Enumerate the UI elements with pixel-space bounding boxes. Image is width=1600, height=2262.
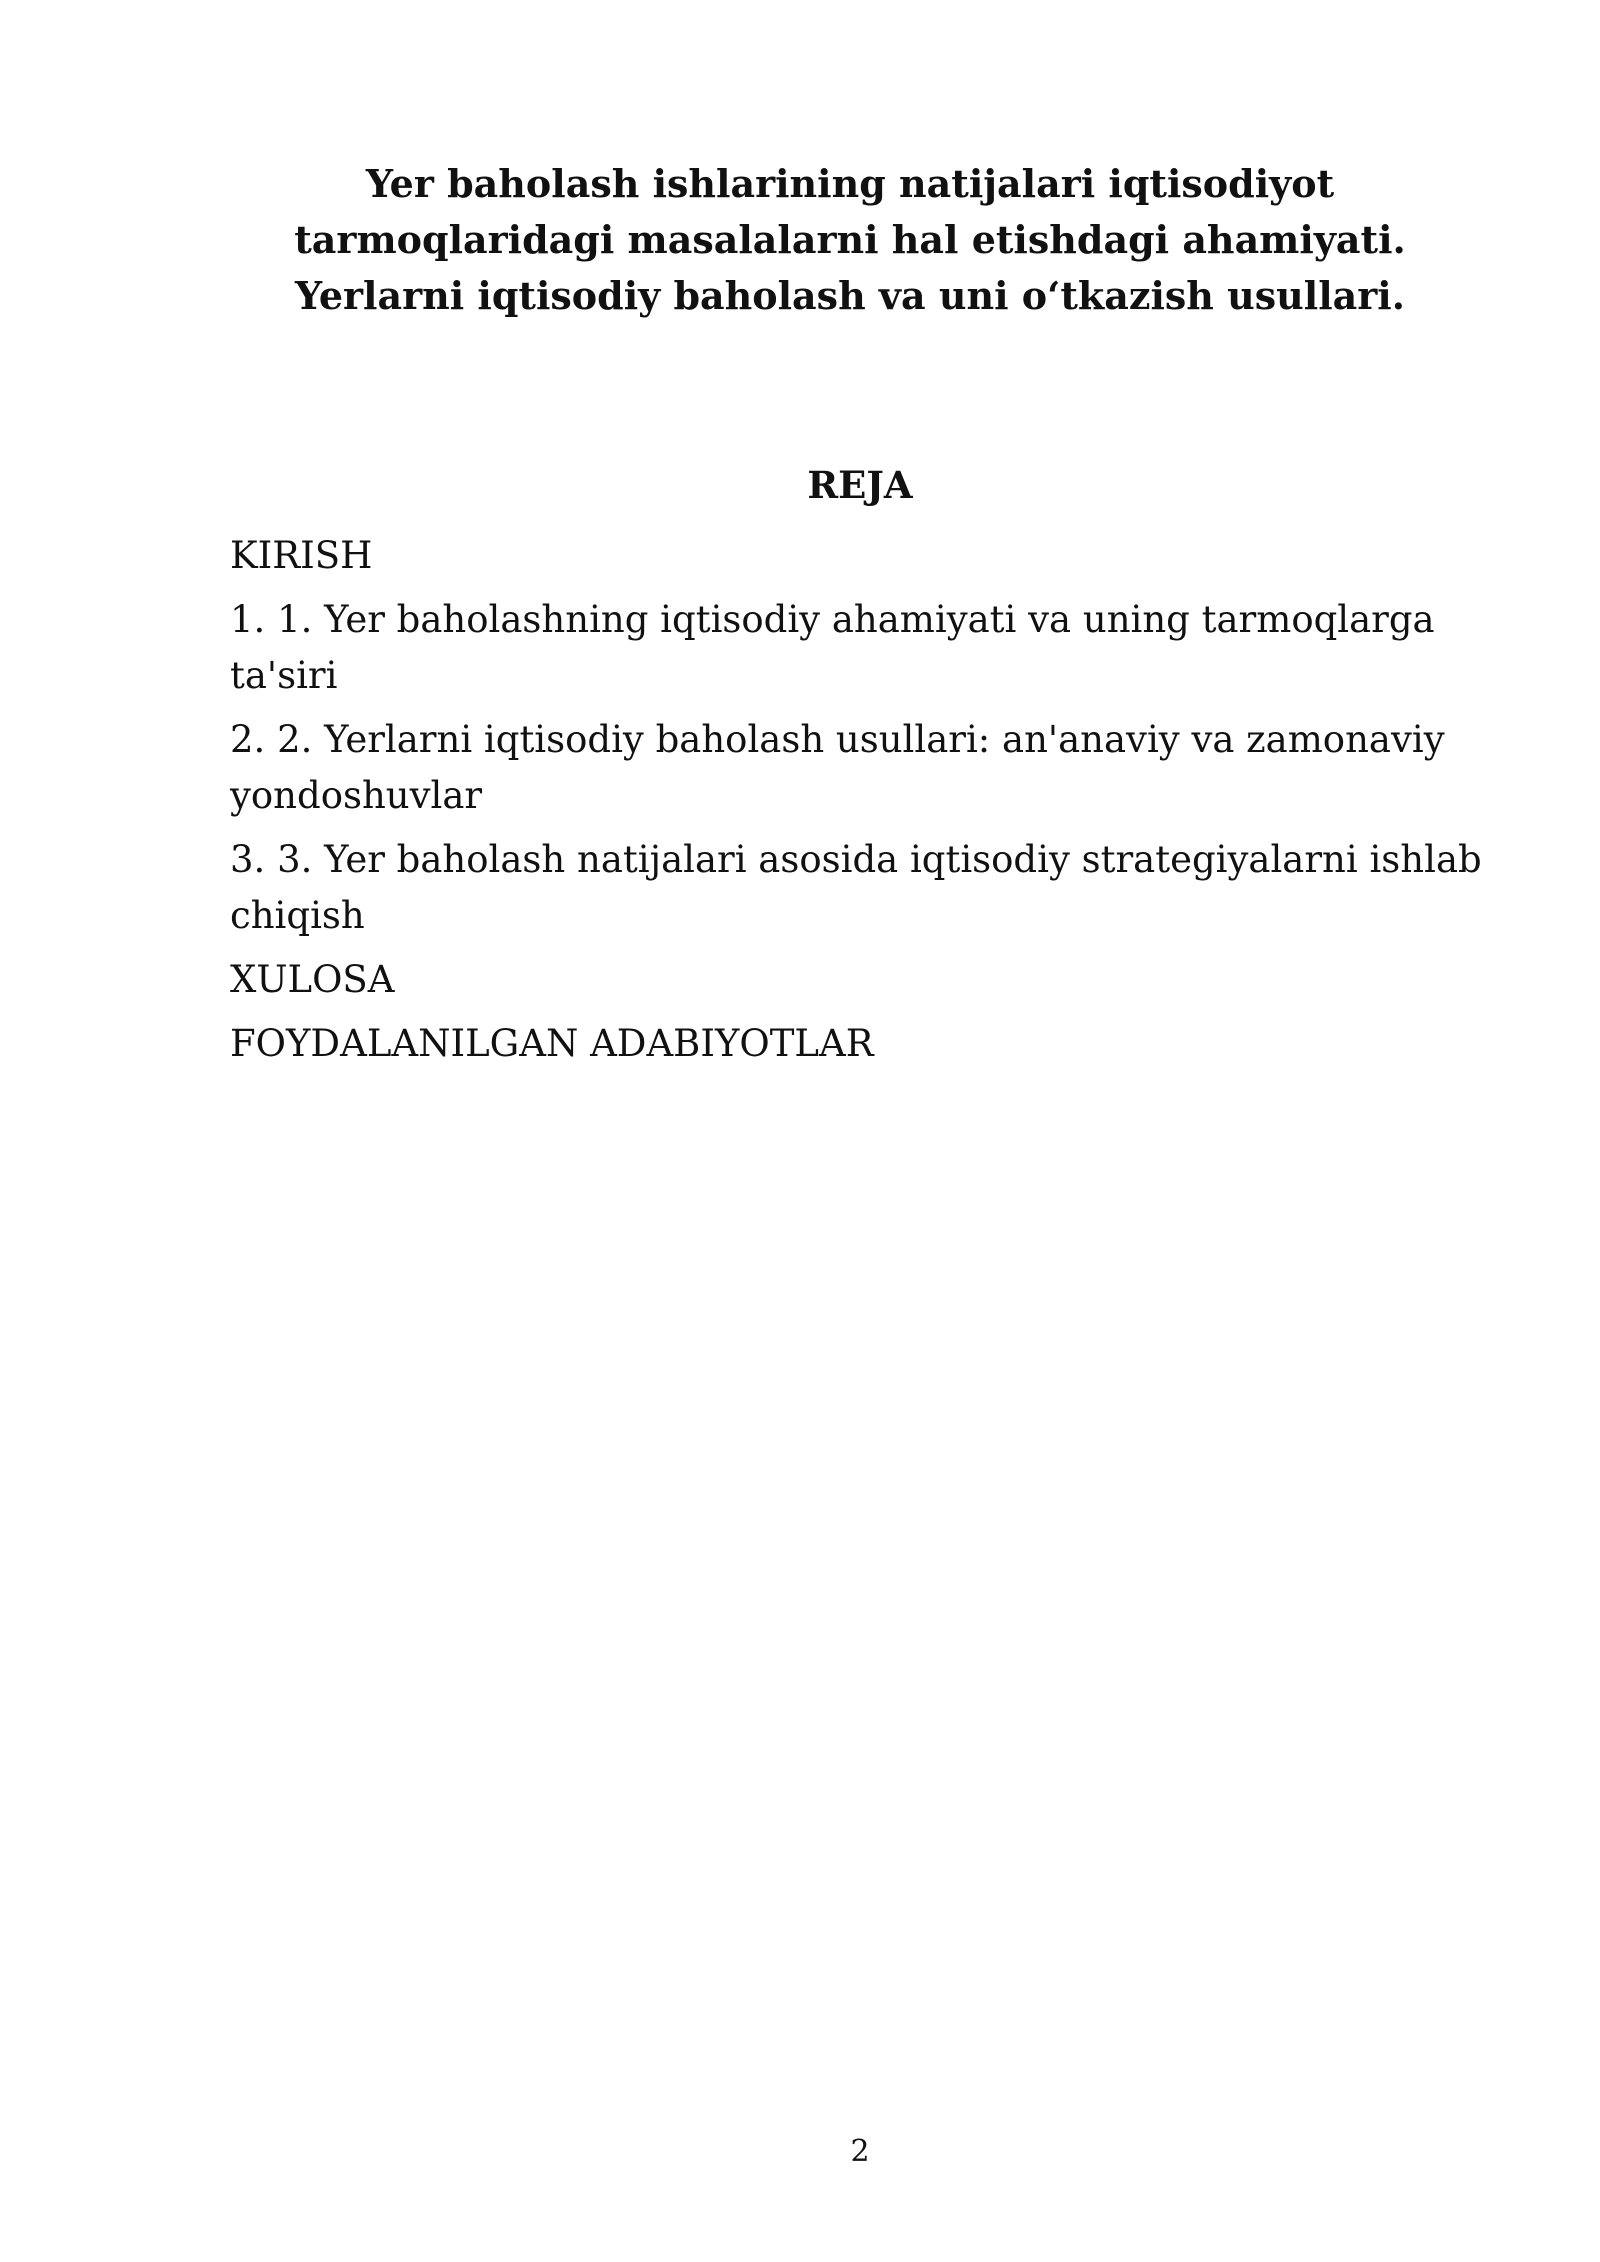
title-line-2: tarmoqlaridagi masalalarni hal etishdagi ahamiyati.	[294, 217, 1406, 262]
plan-item-2: 2. 2. Yerlarni iqtisodiy baholash usullari: an'anaviy va zamonaviy yondoshuvlar	[230, 718, 1445, 817]
page-number: 2	[850, 2134, 870, 2169]
plan-list	[230, 528, 1490, 1080]
plan-item-introduction: KIRISH	[230, 534, 373, 577]
plan-item-references: FOYDALANILGAN ADABIYOTLAR	[230, 1022, 874, 1065]
plan-item-1: 1. 1. Yer baholashning iqtisodiy ahamiyati va uning tarmoqlarga ta'siri	[230, 598, 1435, 697]
plan-heading: REJA	[807, 463, 913, 507]
title-line-3: Yerlarni iqtisodiy baholash va uni o‘tkazish usullari.	[295, 273, 1405, 318]
title-line-1: Yer baholash ishlarining natijalari iqtisodiyot	[365, 161, 1335, 206]
document-title	[230, 156, 1470, 324]
plan-item-3: 3. 3. Yer baholash natijalari asosida iqtisodiy strategiyalarni ishlab chiqish	[230, 838, 1482, 937]
plan-item-conclusion: XULOSA	[230, 958, 395, 1001]
